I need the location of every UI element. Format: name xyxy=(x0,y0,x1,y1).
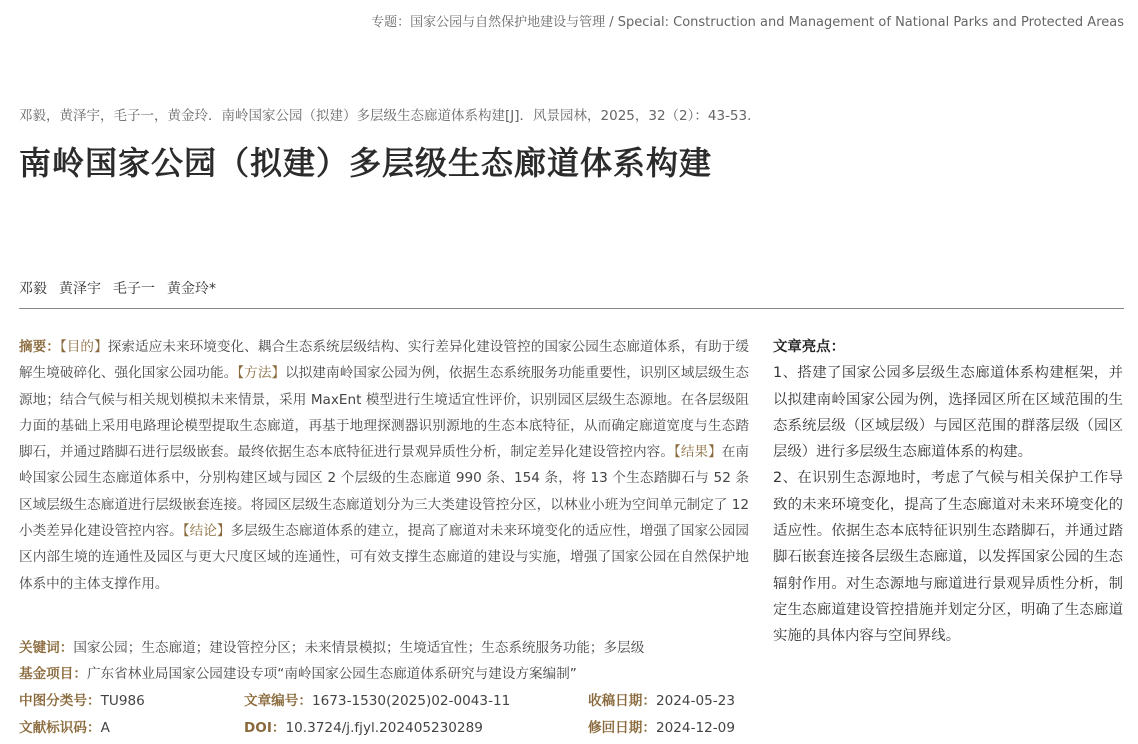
clc-label: 中图分类号： xyxy=(19,693,101,709)
conclusion-tag: 【结论】 xyxy=(182,523,231,540)
doi-label: DOI： xyxy=(244,720,286,736)
revised-date xyxy=(588,716,735,736)
article-number-value: 1673-1530(2025)02-0043-11 xyxy=(311,693,511,709)
divider xyxy=(19,308,1124,309)
clc-number xyxy=(19,689,145,709)
fund-project xyxy=(19,662,577,682)
article-number-label: 文章编号： xyxy=(244,693,312,709)
revised-label: 修回日期： xyxy=(588,720,656,736)
abstract xyxy=(19,334,749,597)
purpose-text: 探索适应未来环境变化、耦合生态系统层级结构、实行差异化建设管控的国家公园生态廊道体系，有助于缓解生境破碎化、强化国家公园功能。 xyxy=(19,339,749,382)
clc-value: TU986 xyxy=(100,693,145,709)
author: 黄泽宇 xyxy=(59,281,101,297)
doi-value[interactable]: 10.3724/j.fjyl.202405230289 xyxy=(285,720,483,736)
fund-label: 基金项目： xyxy=(19,666,87,682)
keywords xyxy=(19,636,644,656)
citation: 邓毅，黄泽宇，毛子一，黄金玲．南岭国家公园（拟建）多层级生态廊道体系构建[J]．风景园林，2025，32（2）：43-53． xyxy=(19,108,761,124)
journal-section-header: 专题：国家公园与自然保护地建设与管理 / Special: Construction and Management of National Parks and Protected Areas xyxy=(371,15,1124,30)
author: 黄金玲* xyxy=(167,281,216,297)
article-title: 南岭国家公园（拟建）多层级生态廊道体系构建 xyxy=(19,144,713,182)
author: 邓毅 xyxy=(19,281,47,297)
keywords-text: 国家公园；生态廊道；建设管控分区；未来情景模拟；生境适宜性；生态系统服务功能；多层级 xyxy=(73,640,645,656)
received-date xyxy=(588,689,735,709)
highlight-item: 1、搭建了国家公园多层级生态廊道体系构建框架，并以拟建南岭国家公园为例，选择园区所在区域范围的生态系统层级（区域层级）与园区范围的群落层级（园区层级）进行多层级生态廊道体系的构建。 xyxy=(773,365,1123,461)
document-code xyxy=(19,716,110,736)
article-highlights xyxy=(773,334,1123,650)
method-tag: 【方法】 xyxy=(237,365,286,382)
conclusion-text: 多层级生态廊道体系的建立，提高了廊道对未来环境变化的适应性，增强了国家公园园区内部生境的连通性及园区与更大尺度区域的连通性，可有效支撑生态廊道的建设与实施，增强了国家公园在自然保护地体系中的主体支撑作用。 xyxy=(19,523,749,592)
keywords-label: 关键词： xyxy=(19,640,74,656)
abstract-label: 摘要： xyxy=(19,339,60,355)
result-tag: 【结果】 xyxy=(673,444,722,461)
received-value: 2024-05-23 xyxy=(655,693,735,709)
highlight-item: 2、在识别生态源地时，考虑了气候与相关保护工作导致的未来环境变化，提高了生态廊道对未来环境变化的适应性。依据生态本底特征识别生态踏脚石，并通过踏脚石嵌套连接各层级生态廊道，以发挥国家公园的生态辐射作用。对生态源地与廊道进行景观异质性分析，制定生态廊道建设管控措施并划定分区，明确了生态廊道实施的具体内容与空间界线。 xyxy=(773,470,1123,645)
purpose-tag: 【目的】 xyxy=(59,339,108,355)
document-code-label: 文献标识码： xyxy=(19,720,101,736)
article-number xyxy=(244,689,510,709)
document-code-value: A xyxy=(100,720,110,736)
method-text: 以拟建南岭国家公园为例，依据生态系统服务功能重要性，识别区域层级生态源地；结合气候与相关规划模拟未来情景，采用 MaxEnt 模型进行生境适宜性评价，识别园区层级生态源地。在各层级阻力面的基础上采用电路理论模型提取生态廊道，再基于地理探测器识别源地的生态本底特征，从而确定廊道宽度与生态踏脚石，并通过踏脚石进行层级嵌套。最终依据生态本底特征进行景观异质性分析，制定差异化建设管控内容。 xyxy=(19,365,749,461)
fund-text: 广东省林业局国家公园建设专项“南岭国家公园生态廊道体系研究与建设方案编制” xyxy=(86,666,577,682)
doi xyxy=(244,716,483,736)
author: 毛子一 xyxy=(113,281,155,297)
revised-value: 2024-12-09 xyxy=(655,720,735,736)
received-label: 收稿日期： xyxy=(588,693,656,709)
author-list xyxy=(19,278,228,298)
highlights-title: 文章亮点： xyxy=(773,339,845,355)
result-text: 在南岭国家公园生态廊道体系中，分别构建区域与园区 2 个层级的生态廊道 990 条、154 条，将 13 个生态踏脚石与 52 条区域层级生态廊道进行层级嵌套连接。将园区层级生态廊道划分为三大类建设管控分区，以林业小班为空间单元制定了 12 小类差异化建设管控内容。 xyxy=(19,444,750,540)
